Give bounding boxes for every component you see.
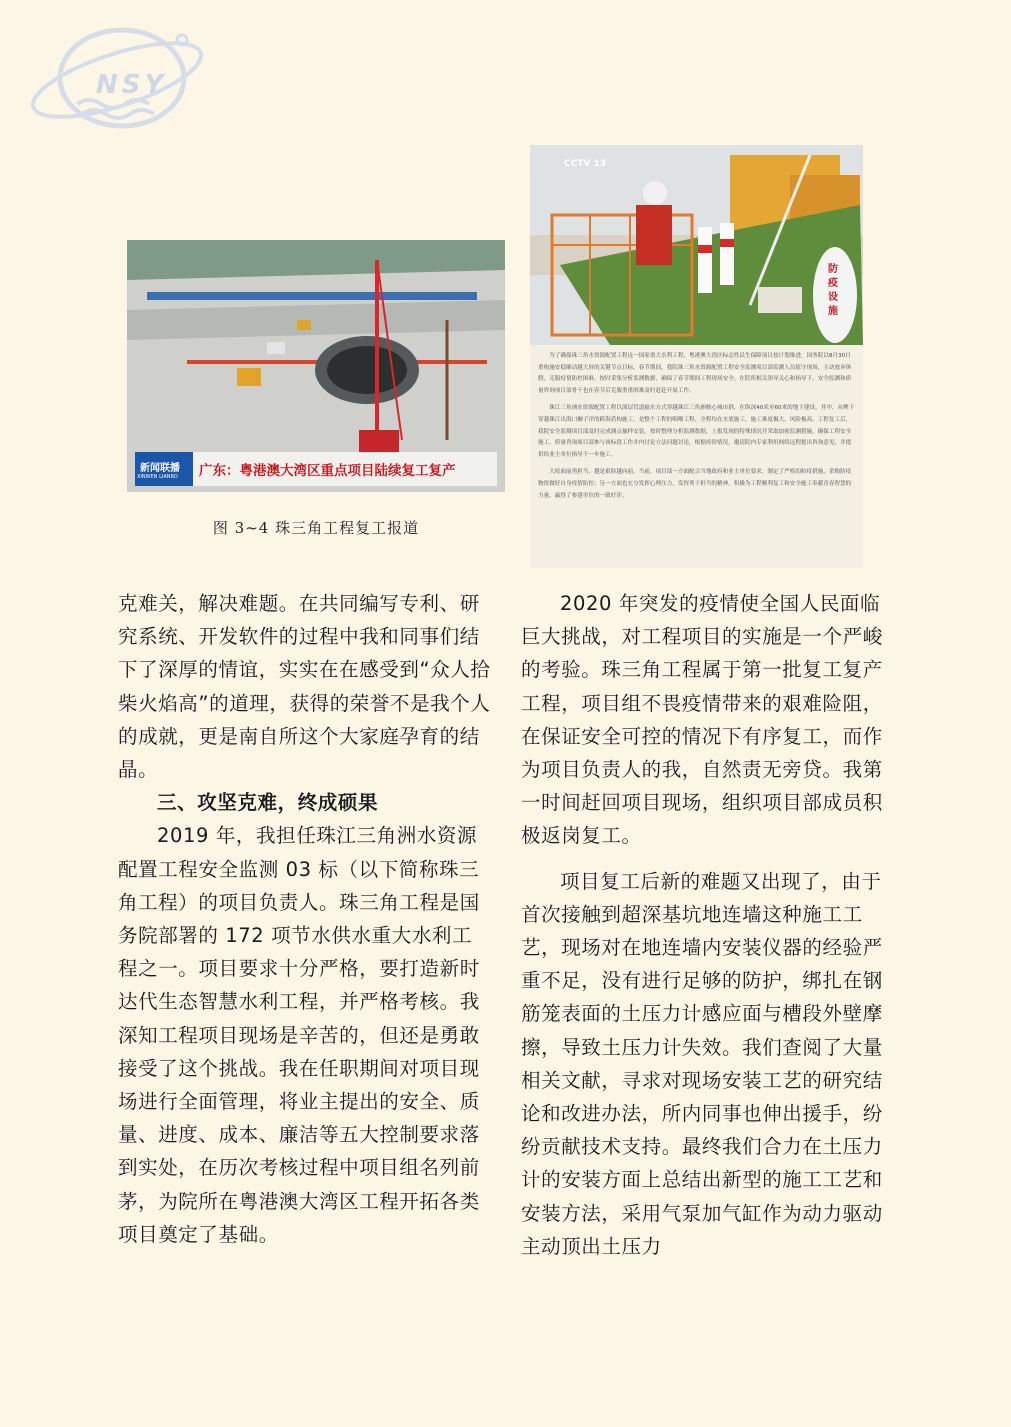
body-paragraph: 2019 年，我担任珠江三角洲水资源配置工程安全监测 03 标（以下简称珠三角工程）的项目负责人。珠三角工程是国务院部署的 172 项节水供水重大水利工程之一。项目要求十分严格，要打造新时达代生态智慧水利工程，并严格考核。我深知工程项目现场是辛苦的，但还是勇敢接受了这个挑战。我在任职期间对项目现场进行全面管理，将业主提出的安全、质量、进度、成本、廉洁等五大控制要求落到实处，在历次考核过程中项目组名列前茅，为院所在粤港澳大湾区工程开拓各类项目奠定了基础。	[118, 824, 480, 1246]
report-paragraph: 大疫面前勇担当，越是艰险越向前。当前，项目部一方面配合当地政府和业主单位要求，制定了严格的防疫措施，采购防疫物资做好自身疫情防控；另一方面也充分发挥心理压力，发挥勇于担当的精神，积极为工程顺利复工和安全施工奉献青春智慧的力量，赢得了参建单位的一致好评。	[538, 469, 852, 499]
tv-badge-subtext: XINWEN LIANBO	[137, 474, 178, 480]
tv-badge-text: 新闻联播	[140, 463, 180, 474]
section-heading: 三、攻坚克难，终成硕果	[157, 791, 379, 815]
epidemic-sign: 防 疫 设 施	[828, 264, 838, 317]
report-text	[538, 351, 856, 508]
body-paragraph: 2020 年突发的疫情使全国人民面临巨大挑战，对工程项目的实施是一个严峻的考验。珠三角工程属于第一批复工复产工程，项目组不畏疫情带来的艰难险阻，在保证安全可控的情况下有序复工，而作为项目负责人的我，自然责无旁贷。我第一时间赶回项目现场，组织项目部成员积极返岗复工。	[521, 592, 883, 848]
left-column	[118, 587, 492, 1251]
tv-channel-logo: CCTV 13	[564, 159, 606, 169]
nsy-logo	[22, 18, 212, 138]
body-paragraph: 克难关，解决难题。在共同编写专利、研究系统、开发软件的过程中我和同事们结下了深厚的情谊，实实在在感受到“众人拾柴火焰高”的道理，获得的荣誉不是我个人的成就，更是南自所这个大家庭孕育的结晶。	[118, 592, 491, 782]
right-column	[521, 587, 895, 1263]
body-paragraph: 项目复工后新的难题又出现了，由于首次接触到超深基坑地连墙这种施工工艺，现场对在地连墙内安装仪器的经验严重不足，没有进行足够的防护，绑扎在钢筋笼表面的土压力计感应面与槽段外壁摩擦，导致土压力计失效。我们查阅了大量相关文献，寻求对现场安装工艺的研究结论和改进办法，所内同事也伸出援手，纷纷贡献技术支持。最终我们合力在土压力计的安装方面上总结出新型的施工工艺和安装方法，采用气泵加气缸作为动力驱动主动顶出土压力	[521, 869, 883, 1258]
figure-caption: 图 3~4 珠三角工程复工报道	[212, 519, 420, 537]
report-paragraph: 为了确保珠三角水资源配置工程这一国家重大水利工程、粤港澳大湾区标志性民生保障项目按计划推进，国务院以8月30日重构施安稳顺动越大屏的关键节点目标，春节期间，我院珠三角水资源配置工程安全监测项目部监测人员值守现场，主动放弃休假，克服疫情防控困难，按时采集分析监测数据，确保了春节期间工程现场安全。在院所相关领导关心和指导下，安全监测和质量咨询项目部骨干也在春节后克服重重困难及时赶赴开展工作。	[538, 353, 852, 394]
construction-site-photo	[127, 240, 505, 492]
news-banner: 广东：粤港澳大湾区重点项目陆续复工复产	[199, 463, 456, 479]
logo-text: NSY	[96, 70, 168, 100]
report-paragraph: 珠江三角洲水资源配置工程以深层管道输水方式穿越珠江三角洲核心城市群，在纵深40米至60米的地下建设。其中，从鲤下穿越珠江出海口狮子洋的跨海盾构施工，是整个工程的咽喉工程，全程均在水底施工，施工难度极大，风险极高。工程复工后，我院安全监测项目部及时完成测点抽样安装，按时整理分析监测数据，上报发现的特殊情况并采取加密监测措施，确保工程安全施工。质量咨询项目部参与该标段工作并内讨论方法问题讨论，根据疫情情况，邀请院内专家利用网络远程提出咨询意见，并提供给业主单位指导下一步施工。	[538, 405, 855, 458]
workers-installation-photo	[530, 145, 863, 568]
